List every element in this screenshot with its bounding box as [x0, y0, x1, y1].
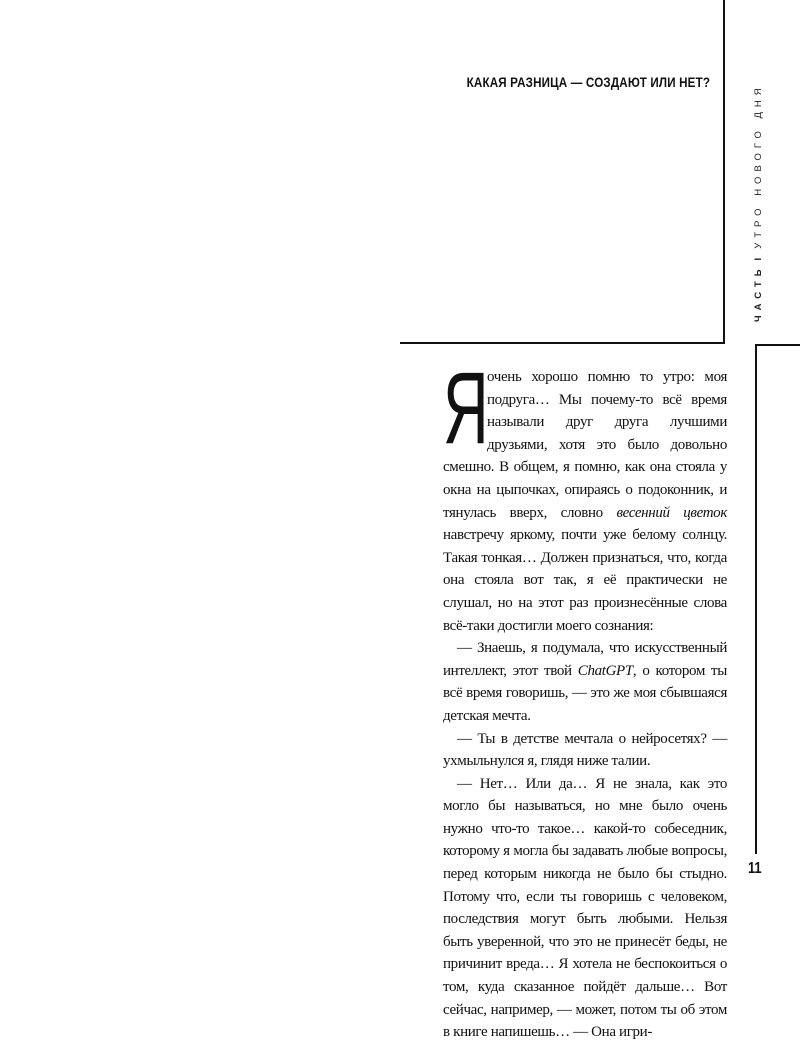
drop-cap: Я [443, 351, 489, 465]
emphasis-text: весенний цветок [616, 504, 727, 521]
emphasis-text: ChatGPT [577, 662, 633, 679]
paragraph [443, 637, 727, 727]
paragraph: — Ты в детстве мечтала о нейросетях? — ухмыльнулся я, глядя ниже талии. [443, 730, 727, 770]
body-text [443, 351, 727, 1044]
running-head-separator: I [753, 252, 764, 261]
right-horizontal-rule [756, 344, 800, 346]
top-vertical-rule [723, 0, 725, 343]
horizontal-rule [400, 342, 725, 344]
paragraph-text: — Знаешь, я подумала, что искусственный интеллект, этот твой [443, 640, 727, 679]
running-head [753, 83, 764, 322]
paragraph-text: , о котором ты всё время говоришь, — это же моя сбывшаяся детская мечта. [443, 662, 727, 724]
page-number: 11 [748, 860, 762, 877]
paragraph-text: навстречу яркому, почти уже белому солнцу. Такая тонкая… Должен признаться, что, когда она стояла вот так, я её практически не слушал, но на этот раз произнесённые слова всё-таки достигли моего сознания: [443, 527, 727, 634]
paragraph-text: очень хорошо помню то утро: моя подруга… Мы почему-то всё время называли друг друга лучшими друзьями, хотя это было довольно смешно. В общем, я помню, как она стояла у окна на цыпочках, опираясь о подоконник, и тянулась вверх, словно [443, 369, 727, 521]
paragraph: — Нет… Или да… Я не знала, как это могло бы называться, но мне было очень нужно что-то такое… какой-то собеседник, которому я могла бы задавать любые вопросы, перед которым никогда не было бы стыдно. Потому что, если ты говоришь с человеком, последствия могут быть любыми. Нельзя быть уверенной, что это не принесёт беды, не причинит вреда… Я хотела не беспокоиться о том, куда сказанное пойдёт дальше… Вот сейчас, например, — может, потом ты об этом в книге напишешь… — Она игри- [443, 775, 727, 1041]
running-head-title: УТРО НОВОГО ДНЯ [753, 83, 764, 249]
right-vertical-rule [755, 344, 757, 854]
paragraph [443, 351, 727, 637]
running-head-part: ЧАСТЬ [753, 264, 764, 322]
chapter-title: КАКАЯ РАЗНИЦА — СОЗДАЮТ ИЛИ НЕТ? [466, 75, 710, 90]
